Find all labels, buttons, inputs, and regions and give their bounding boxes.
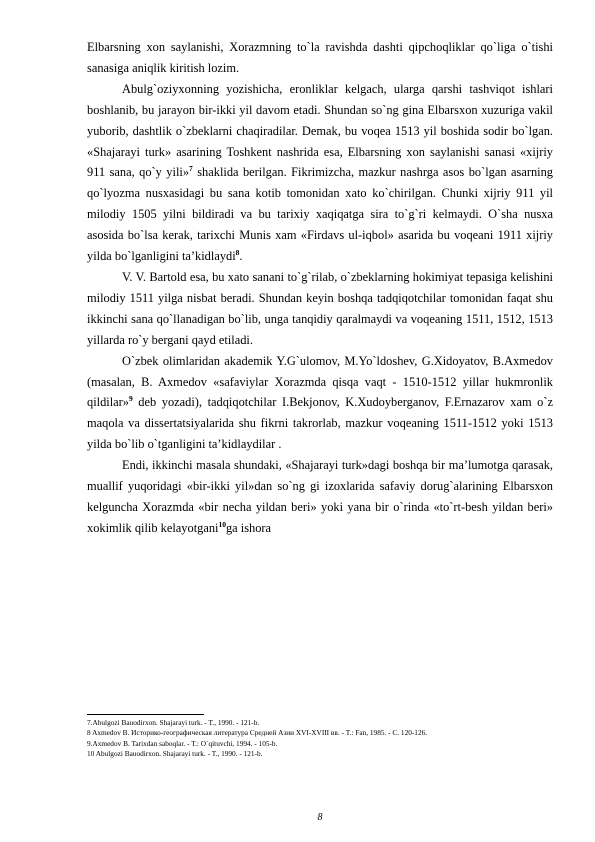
paragraph-5: Endi, ikkinchi masala shundaki, «Shajarayi turk»dagi boshqa bir ma’lumotga qarasak, muallif yuqoridagi «bir-ikki yil»dan so`ng gi izoxlarida safaviy dorug`alarining Elbarsxon kelguncha Xorazmda «bir necha yildan beri» yoki yana bir o`rinda «to`rt-besh yildan beri» xokimlik qilib kelayotgani$^{10}$ga ishora [87, 458, 553, 535]
paragraph-2: Abulg`oziyxonning yozishicha, eronliklar kelgach, ularga qarshi tashviqot ishlari boshlanib, bu jarayon bir-ikki yil davom etadi. Shundan so`ng gina Elbarsxon xuzuriga vakil yuborib, dashtlik o`zbeklarni chaqiradilar. Demak, bu voqea 1513 yil boshida sodir bo`lgan. «Shajarayi turk» asarining Toshkent nashrida esa, Elbarsning xon saylanishi sanasi «xijriy 911 sana, qo`y yili»$^7$ shaklida berilgan. Fikrimizcha, mazkur nashrga asos bo`lgan asarning qo`lyozma nusxasidagi bu sana kotib tomonidan xato ko`chirilgan. Chunki xijriy 911 yil milodiy 1505 yilni bildiradi va bu tarixiy xaqiqatga sira to`g`ri kelmaydi. O`sha nusxa asosida bo`lsa kerak, tarixchi Munis xam «Firdavs ul-iqbol» asarida bu voqeani 1911 xijriy yilda bo`lganligini ta’kidlaydi$^8$. [87, 81, 553, 264]
footnotes [87, 718, 553, 760]
footnote-ref-9[interactable]: 9 [128, 394, 133, 404]
paragraph-1: Elbarsning xon saylanishi, Xorazmning to`la ravishda dashti qipchoqliklar qo`liga o`tishi sanasiga aniqlik kiritish lozim. [87, 40, 553, 75]
footnote-9: 9.Axmedov B. Tarixdan saboqlar. - T.: O`qituvchi, 1994. - 105-b. [87, 738, 278, 748]
footnote-7: 7.Abulgozi Bauodirxon. Shajarayi turk. - T., 1990. - 121-b. [87, 718, 260, 727]
footnote-ref-8[interactable]: 8 [235, 248, 240, 258]
footnote-8: 8 Axmedov B. Историко-географическая литература Средней Азии XVI-XVIII вв. - T.: Fan, 1985. - C. 120-126. [87, 728, 428, 738]
footnote-10: 10 Abulgozi Bauodirxon. Shajarayi turk. - T., 1990. - 121-b. [87, 749, 263, 759]
body-text [87, 37, 553, 539]
paragraph-3: V. V. Bartold esa, bu xato sanani to`g`rilab, o`zbeklarning hokimiyat tepasiga kelishini milodiy 1511 yilga nisbat beradi. Shundan keyin boshqa tadqiqotchilar tomonidan faqat shu ikkinchi sana qo`llanadigan bo`lib, unga tanqidiy qaralmaydi va voqeaning 1511, 1512, 1513 yillarda ro`y bergani qayd etiladi. [87, 269, 553, 347]
paragraph-4: O`zbek olimlaridan akademik Y.G`ulomov, M.Yo`ldoshev, G.Xidoyatov, B.Axmedov (masalan, B. Axmedov «safaviylar Xorazmda qisqa vaqt - 1510-1512 yillar hukmronlik qildilar»$^9$ deb yozadi), tadqiqotchilar I.Bekjonov, K.Xudoyberganov, F.Ernazarov xam o`z maqola va dissertatsiyalarida shu fikrni takrorlab, mazkur voqeaning 1511-1512 yoki 1513 yilda bo`lib o`tganligini ta’kidlaydilar . [87, 353, 553, 452]
page-number: 8 [317, 812, 323, 823]
footnote-ref-10[interactable]: 10 [218, 519, 226, 529]
footnote-divider [87, 714, 204, 715]
footnote-ref-7[interactable]: 7 [189, 164, 193, 174]
